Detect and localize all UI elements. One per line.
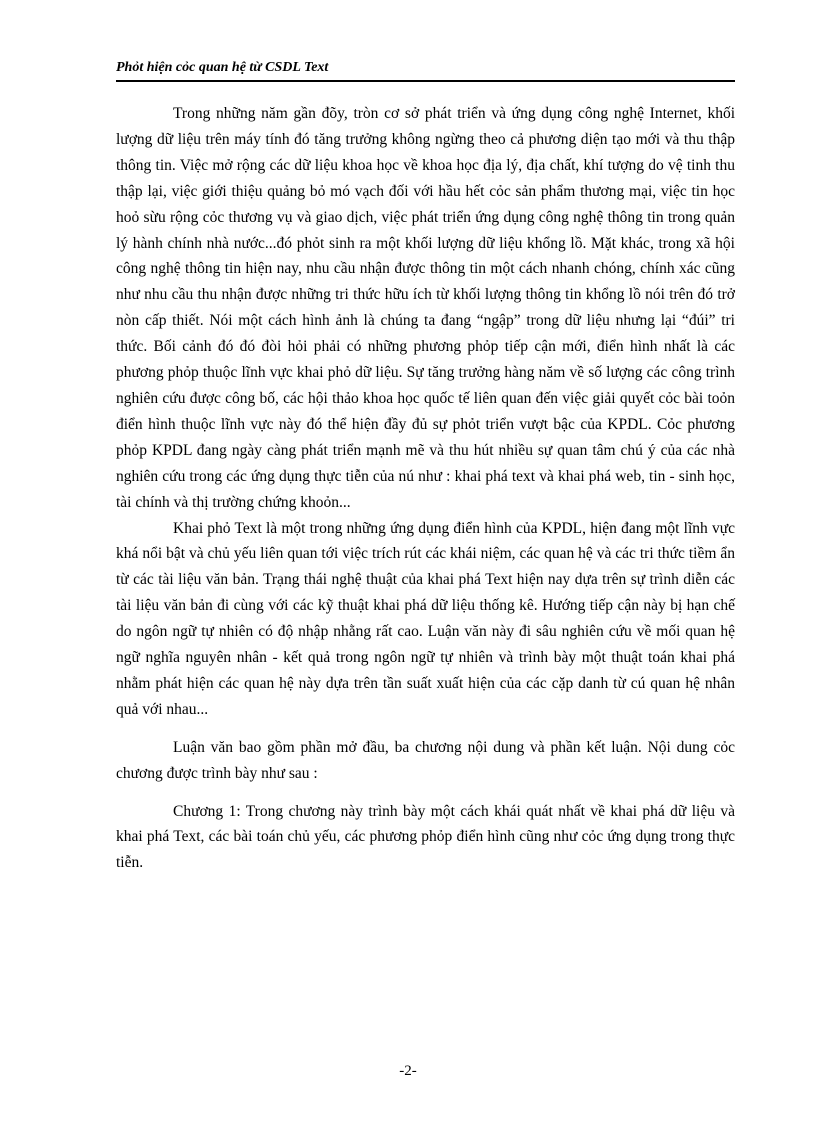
paragraph-text-mining: Khai phỏ Text là một trong những ứng dụng điển hình của KPDL, hiện đang một lĩnh vực khá nổi bật và chủ yếu liên quan tới việc trích rút các khái niệm, các quan hệ và các tri thức tiềm ẩn từ các tài liệu văn bản. Trạng thái nghệ thuật của khai phá Text hiện nay dựa trên sự trình diễn các tài liệu văn bản đi cùng với các kỹ thuật khai phá dữ liệu thống kê. Hướng tiếp cận này bị hạn chế do ngôn ngữ tự nhiên có độ nhập nhằng rất cao. Luận văn này đi sâu nghiên cứu về mối quan hệ ngữ nghĩa nguyên nhân - kết quả trong ngôn ngữ tự nhiên và trình bày một thuật toán khai phá nhằm phát hiện các quan hệ này dựa trên tần suất xuất hiện của các cặp danh từ cú quan hệ nhân quả với nhau...	[116, 519, 735, 718]
running-header: Phỏt hiện cỏc quan hệ từ CSDL Text	[116, 60, 329, 75]
page-number: -2-	[399, 1063, 417, 1079]
paragraph-thesis-structure: Luận văn bao gồm phần mở đầu, ba chương nội dung và phần kết luận. Nội dung cỏc chương được trình bày như sau :	[116, 738, 735, 782]
document-body	[116, 101, 735, 876]
paragraph-chapter-1: Chương 1: Trong chương này trình bày một cách khái quát nhất về khai phá dữ liệu và khai phá Text, các bài toán chủ yếu, các phương phỏp điển hình cũng như cỏc ứng dụng trong thực tiễn.	[116, 802, 735, 872]
header-divider	[116, 80, 735, 82]
paragraph-intro: Trong những năm gần đõy, tròn cơ sở phát triển và ứng dụng công nghệ Internet, khối lượng dữ liệu trên máy tính đó tăng trưởng không ngừng theo cả phương diện tạo mới và thu thập thông tin. Việc mở rộng các dữ liệu khoa học về khoa học địa lý, địa chất, khí tượng do vệ tinh thu thập lại, việc giới thiệu quảng bỏ mó vạch đối với hầu hết cỏc sản phẩm thương mại, việc tin học hoỏ sừu rộng cỏc thương vụ và giao dịch, việc phát triển ứng dụng công nghệ thông tin trong quản lý hành chính nhà nước...đó phỏt sinh ra một khối lượng dữ liệu khổng lồ. Mặt khác, trong xã hội công nghệ thông tin hiện nay, nhu cầu nhận được thông tin một cách nhanh chóng, chính xác cũng như nhu cầu thu nhận được những tri thức hữu ích từ khối lượng thông tin khổng lồ nói trên đó trở nòn cấp thiết. Nói một cách hình ảnh là chúng ta đang “ngập” trong dữ liệu nhưng lại “đúi” tri thức. Bối cảnh đó đó đòi hỏi phải có những phương phỏp tiếp cận mới, điển hình nhất là các phương phỏp thuộc lĩnh vực khai phỏ dữ liệu. Sự tăng trưởng hàng năm về số lượng các công trình nghiên cứu được công bố, các hội thảo khoa học quốc tế liên quan đến việc giải quyết cỏc bài toỏn điển hình thuộc lĩnh vực này đó thể hiện đầy đủ sự phỏt triển vượt bậc của KPDL. Cỏc phương phỏp KPDL đang ngày càng phát triển mạnh mẽ và thu hút nhiều sự quan tâm chú ý của các nhà nghiên cứu trong các ứng dụng thực tiễn của nú như : khai phá text và khai phá web, tin - sinh học, tài chính và thị trường chứng khoỏn...	[116, 105, 735, 511]
